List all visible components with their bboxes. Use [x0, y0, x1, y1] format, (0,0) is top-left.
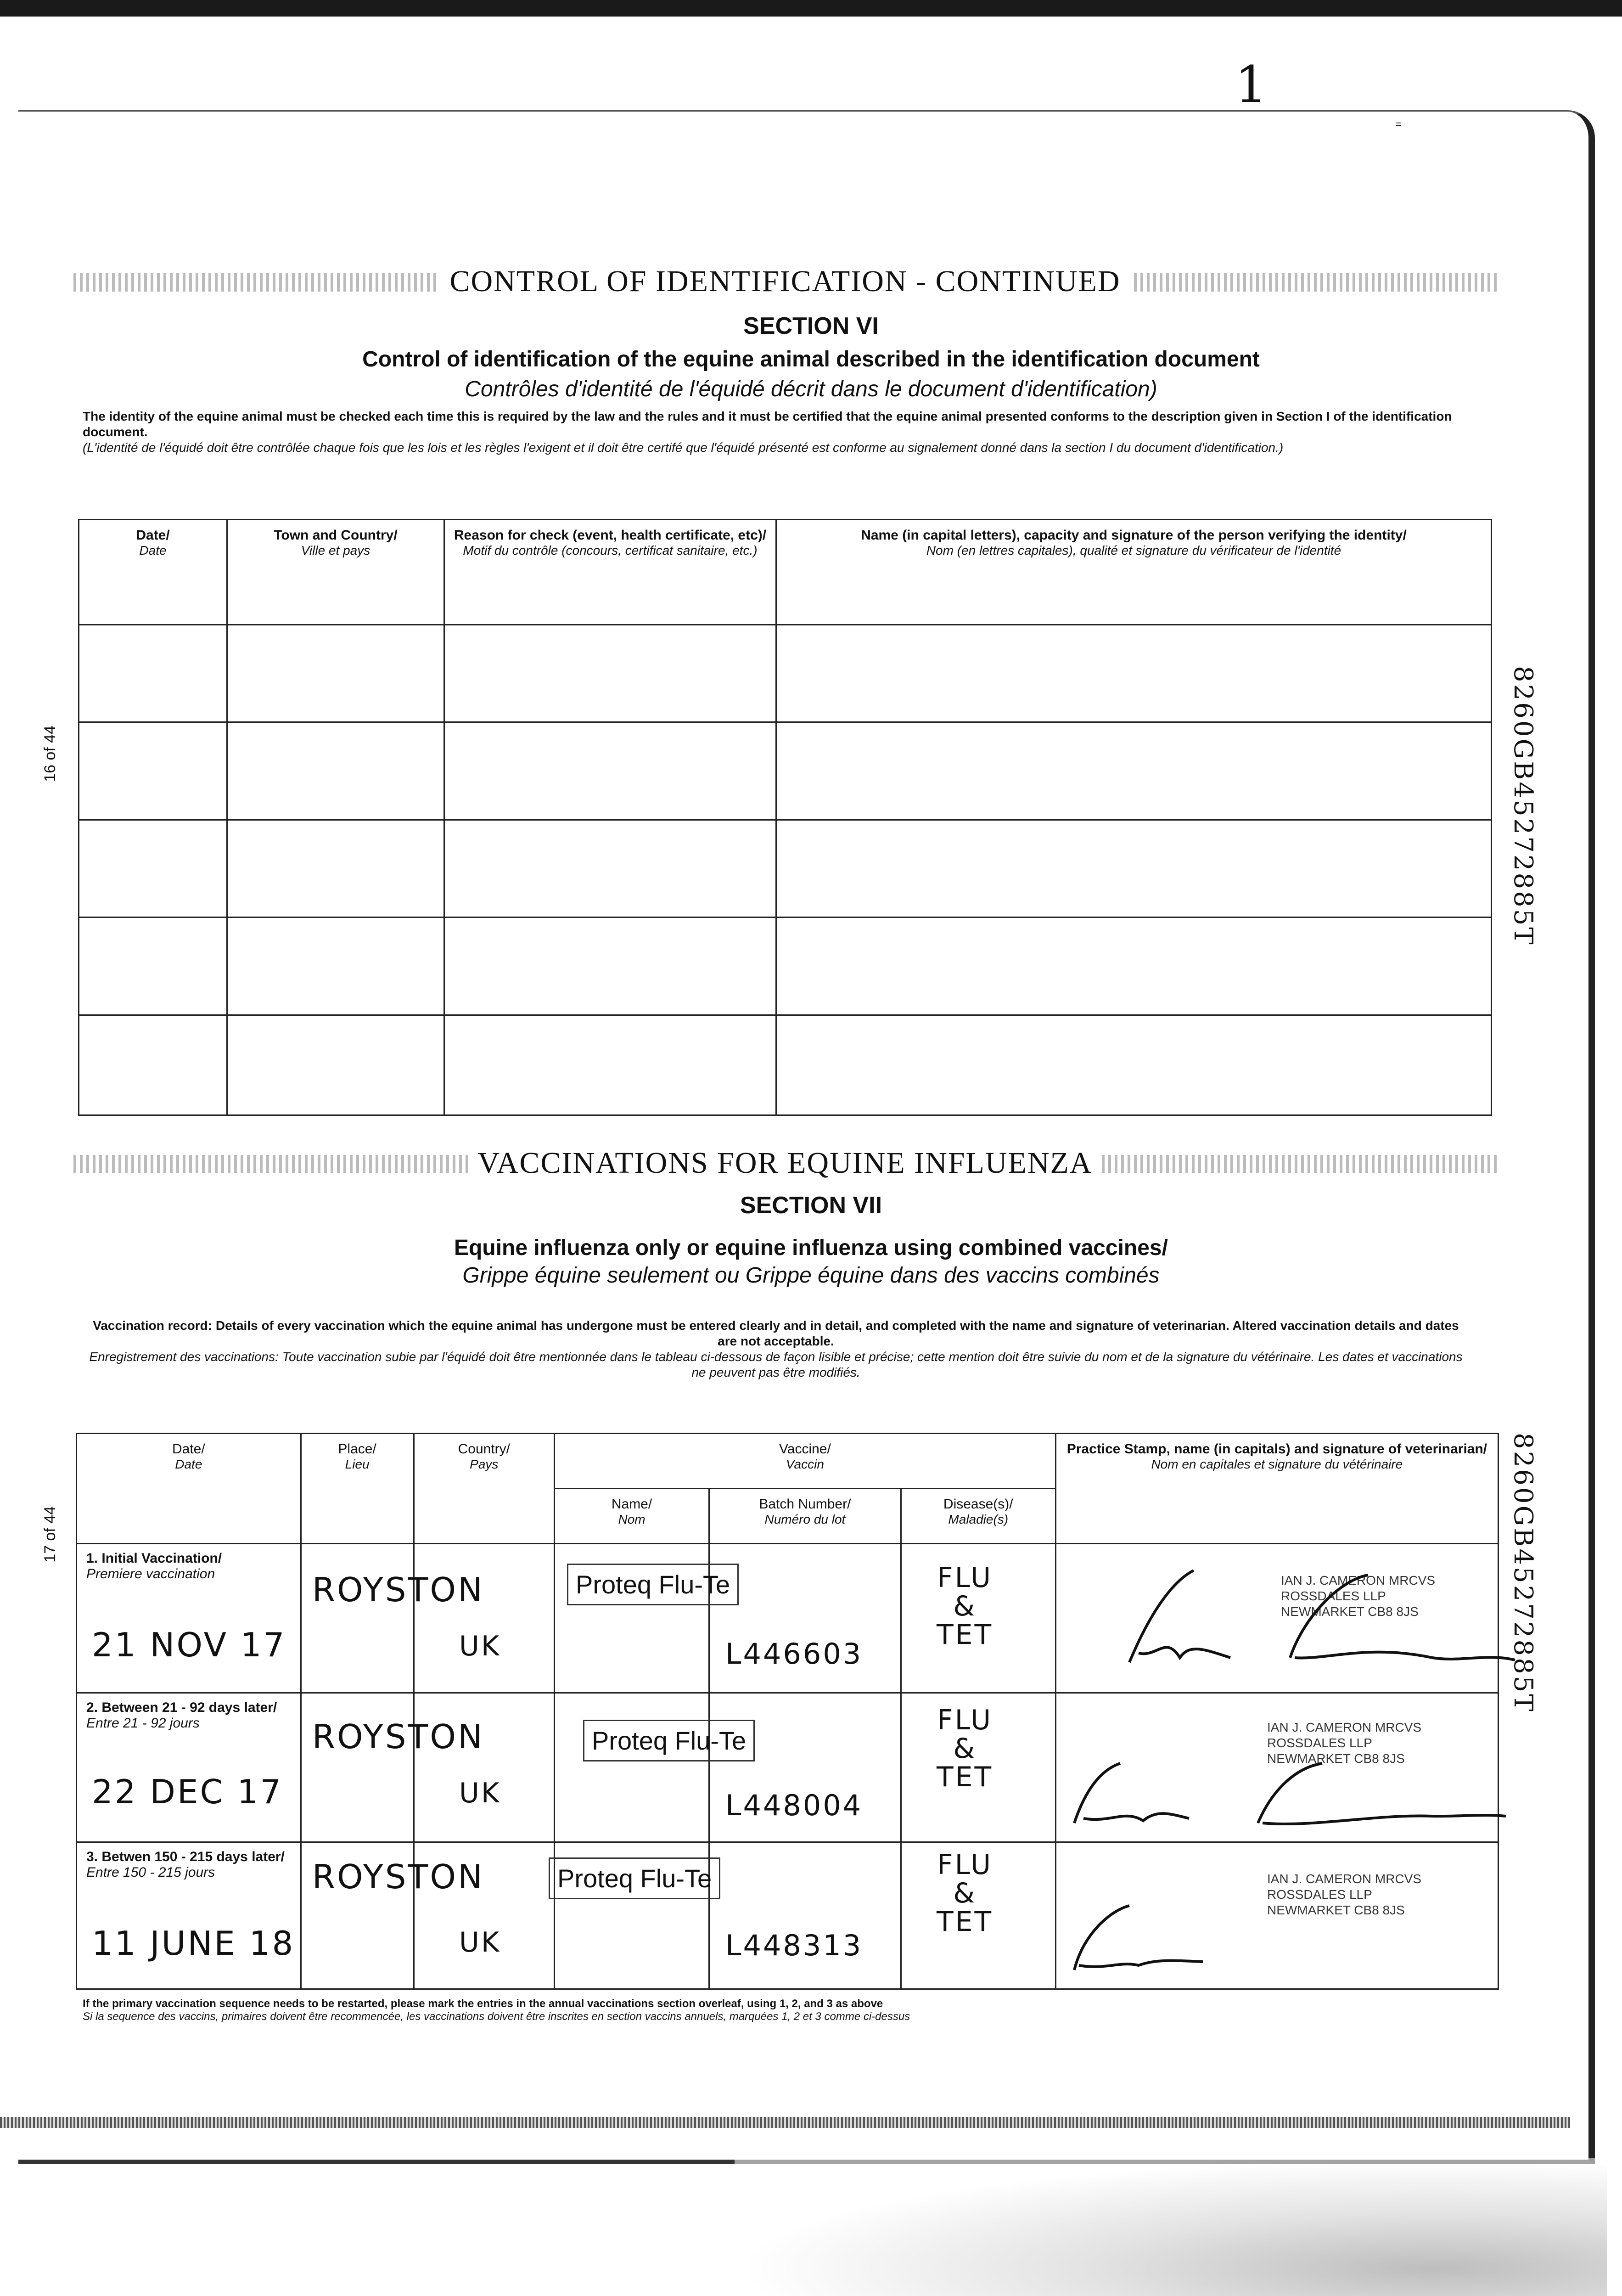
- col-reason: Reason for check (event, health certificate, etc)/ Motif du contrôle (concours, certificat sanitaire, etc.): [444, 520, 776, 625]
- restart-note: [83, 1998, 910, 2023]
- cell[interactable]: [79, 917, 227, 1015]
- section7-record-note: [83, 1318, 1469, 1380]
- vacc-name-stamp-3: Proteq Flu-Te: [549, 1857, 720, 1899]
- cell[interactable]: [227, 917, 444, 1015]
- vacc-row-label: 3. Betwen 150 - 215 days later/ Entre 150 - 215 jours: [77, 1842, 301, 1989]
- vacc-place-3: ROYSTON: [312, 1857, 484, 1896]
- side-id-code-top: 8260GB45272885T: [1508, 666, 1538, 946]
- scan-top-border: [0, 0, 1622, 17]
- corner-mark: =: [1396, 118, 1402, 130]
- section7-title: SECTION VII: [740, 1192, 882, 1219]
- vacc-disease-1: FLU & TET: [937, 1562, 993, 1651]
- table-row: [79, 625, 1492, 722]
- side-id-code-bottom: 8260GB45272885T: [1508, 1433, 1538, 1713]
- vacc-col-date: Date/ Date: [77, 1434, 301, 1544]
- vacc-col-place: Place/ Lieu: [301, 1434, 414, 1544]
- cell[interactable]: [79, 1015, 227, 1115]
- restart-note-en: If the primary vaccination sequence needs to be restarted, please mark the entries in the annual vaccinations section overleaf, using 1, 2, and 3 as above: [83, 1998, 883, 2010]
- vacc-row-label: 2. Between 21 - 92 days later/ Entre 21 - 92 jours: [77, 1693, 301, 1842]
- vacc-col-batch: Batch Number/ Numéro du lot: [709, 1489, 901, 1544]
- cell[interactable]: [444, 1015, 776, 1115]
- vacc-country-2: UK: [459, 1777, 501, 1809]
- vet-signature-3: [1056, 1864, 1258, 1984]
- cell[interactable]: [414, 1693, 555, 1842]
- vacc-name-stamp-2: Proteq Flu-Te: [583, 1720, 755, 1761]
- vacc-col-disease: Disease(s)/ Maladie(s): [901, 1489, 1055, 1544]
- cell[interactable]: [227, 820, 444, 917]
- cell[interactable]: [709, 1842, 901, 1989]
- cell[interactable]: [555, 1693, 709, 1842]
- col-date: Date/ Date: [79, 520, 227, 625]
- page-number-mark: 1: [1235, 55, 1267, 114]
- vacc-disease-3: FLU & TET: [937, 1849, 993, 1938]
- vacc-place-2: ROYSTON: [312, 1717, 484, 1756]
- cell[interactable]: [444, 820, 776, 917]
- vacc-col-country: Country/ Pays: [414, 1434, 555, 1544]
- vacc-date-3: 11 JUNE 18: [92, 1924, 295, 1963]
- side-page-16: 16 of 44: [41, 726, 59, 782]
- cell[interactable]: [776, 625, 1492, 722]
- vacc-batch-3: L448313: [725, 1929, 863, 1962]
- section6-intro-fr: (L'identité de l'équidé doit être contrôlée chaque fois que les lois et les règles l'exigent et il doit être certifé que l'équidé présenté est conforme au signalement donné dans la section I du document d'identification.): [83, 440, 1284, 455]
- vacc-batch-2: L448004: [725, 1789, 863, 1822]
- cell[interactable]: [776, 820, 1492, 917]
- vet-signature-1: [1111, 1552, 1533, 1690]
- vacc-col-name: Name/ Nom: [555, 1489, 709, 1544]
- section6-title: SECTION VI: [743, 313, 879, 339]
- section7-record-fr: Enregistrement des vaccinations: Toute vaccination subie par l'équidé doit être mentionnée dans le tableau ci-dessous de façon lisible et précise; cette mention doit être suivie du nom et de la signature du vétérinaire. Les dates et vaccinations ne peuvent pas être modifiés.: [89, 1350, 1463, 1379]
- vet-stamp-1: IAN J. CAMERON MRCVS ROSSDALES LLP NEWMARKET CB8 8JS: [1281, 1573, 1436, 1619]
- vacc-country-1: UK: [459, 1630, 501, 1662]
- section6-subtitle-en: Control of identification of the equine animal described in the identification document: [362, 347, 1260, 371]
- vacc-name-stamp-1: Proteq Flu-Te: [567, 1564, 739, 1605]
- cell[interactable]: [776, 917, 1492, 1015]
- restart-note-fr: Si la sequence des vaccins, primaires doivent être recommencée, les vaccinations doivent être inscrites en section vaccins annuels, marquées 1, 2 et 3 comme ci-dessus: [83, 2010, 910, 2023]
- vet-stamp-2: IAN J. CAMERON MRCVS ROSSDALES LLP NEWMARKET CB8 8JS: [1267, 1720, 1422, 1766]
- cell[interactable]: [79, 722, 227, 820]
- cell[interactable]: [414, 1544, 555, 1693]
- section6-banner: CONTROL OF IDENTIFICATION - CONTINUED: [73, 264, 1497, 299]
- section7-banner: VACCINATIONS FOR EQUINE INFLUENZA: [73, 1146, 1497, 1181]
- cell[interactable]: [301, 1544, 414, 1693]
- side-page-17: 17 of 44: [41, 1506, 59, 1563]
- cell[interactable]: [227, 625, 444, 722]
- cell[interactable]: [444, 722, 776, 820]
- col-town-country: Town and Country/ Ville et pays: [227, 520, 444, 625]
- cell[interactable]: [444, 917, 776, 1015]
- scan-bottom-strip: [0, 2117, 1570, 2128]
- table-row: [79, 722, 1492, 820]
- cell[interactable]: [776, 722, 1492, 820]
- vet-stamp-3: IAN J. CAMERON MRCVS ROSSDALES LLP NEWMARKET CB8 8JS: [1267, 1872, 1422, 1917]
- table-row: [79, 820, 1492, 917]
- identification-check-table: [78, 519, 1492, 1116]
- table-header-row: [79, 520, 1492, 625]
- section6-subtitle-fr: Contrôles d'identité de l'équidé décrit dans le document d'identification): [465, 377, 1157, 401]
- table-row: [79, 917, 1492, 1015]
- section6-intro-en: The identity of the equine animal must be checked each time this is required by the law and the rules and it must be certified that the equine animal presented conforms to the description given in Section I of the identification document.: [83, 409, 1452, 439]
- col-verifier: Name (in capital letters), capacity and signature of the person verifying the identity/ Nom (en lettres capitales), qualité et signature du vérificateur de l'identité: [776, 520, 1492, 625]
- cell[interactable]: [79, 625, 227, 722]
- section7-record-en: Vaccination record: Details of every vaccination which the equine animal has undergone must be entered clearly and in detail, and completed with the name and signature of veterinarian. Altered vaccination details and dates are not acceptable.: [93, 1318, 1459, 1348]
- vacc-date-1: 21 NOV 17: [92, 1626, 286, 1664]
- vacc-date-2: 22 DEC 17: [92, 1773, 283, 1811]
- section6-intro: [83, 409, 1469, 456]
- cell[interactable]: [227, 1015, 444, 1115]
- cell[interactable]: [301, 1693, 414, 1842]
- cell[interactable]: [79, 820, 227, 917]
- vet-signature-2: [1056, 1722, 1515, 1841]
- table-row: [79, 1015, 1492, 1115]
- section7-subtitle-fr: Grippe équine seulement ou Grippe équine dans des vaccins combinés: [462, 1263, 1160, 1288]
- cell[interactable]: [776, 1015, 1492, 1115]
- vacc-header-row-1: [77, 1434, 1499, 1489]
- section7-subtitle-en: Equine influenza only or equine influenza using combined vaccines/: [454, 1236, 1168, 1260]
- vacc-country-3: UK: [459, 1926, 501, 1958]
- vacc-disease-2: FLU & TET: [937, 1704, 993, 1793]
- cell[interactable]: [444, 625, 776, 722]
- vacc-col-stamp: Practice Stamp, name (in capitals) and signature of veterinarian/ Nom en capitales et signature du vétérinaire: [1055, 1434, 1498, 1544]
- vacc-row-label: 1. Initial Vaccination/ Premiere vaccination: [77, 1544, 301, 1693]
- cell[interactable]: [227, 722, 444, 820]
- vacc-place-1: ROYSTON: [312, 1570, 484, 1609]
- vacc-batch-1: L446603: [725, 1637, 863, 1671]
- vacc-col-vaccine: Vaccine/ Vaccin: [555, 1434, 1056, 1489]
- scan-noise: [735, 2158, 1607, 2296]
